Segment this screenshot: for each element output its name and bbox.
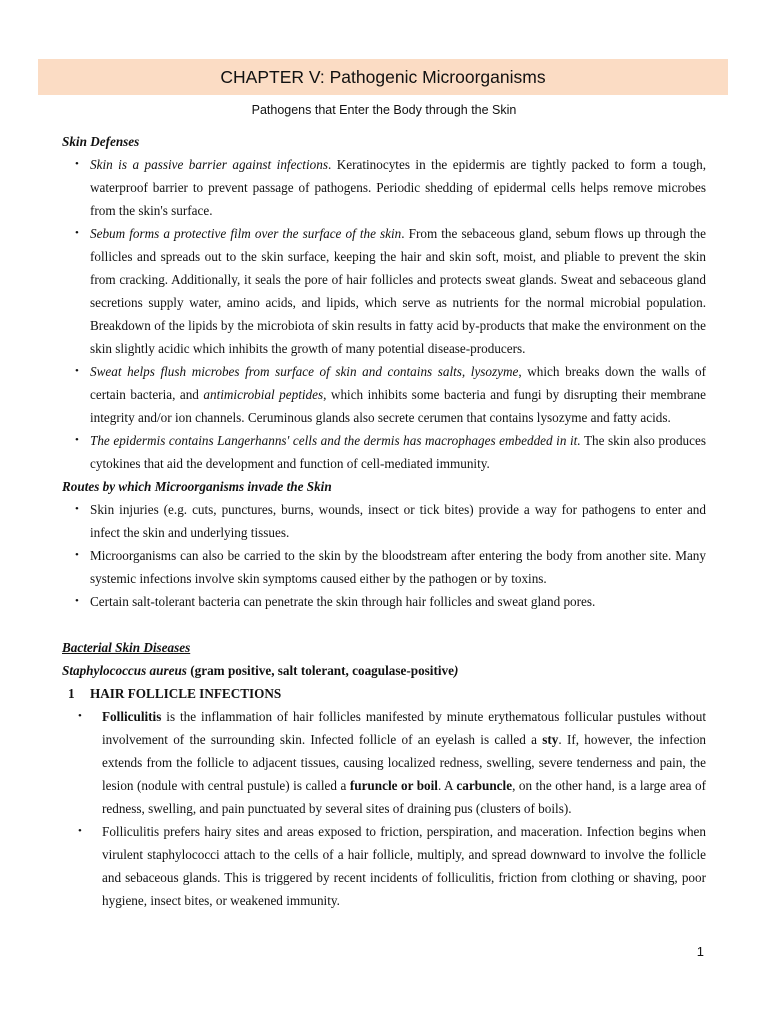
section-heading [62, 682, 706, 705]
list-item: • Skin is a passive barrier against infections. Keratinocytes in the epidermis are tightly packed to form a tough, waterproof barrier to prevent passage of pathogens. Periodic shedding of epidermal cells helps remove microbes from the skin's surface. [62, 153, 706, 222]
spacer [62, 613, 706, 636]
bullet-icon: • [75, 503, 79, 515]
section-title: HAIR FOLLICLE INFECTIONS [90, 686, 282, 701]
bacterial-heading: Bacterial Skin Diseases [62, 640, 191, 655]
routes-list [62, 498, 706, 613]
skin-defenses-list [62, 153, 706, 475]
organism-line: Staphylococcus aureus (gram positive, salt tolerant, coagulase-positive) [62, 663, 459, 678]
list-item: • Skin injuries (e.g. cuts, punctures, burns, wounds, insect or tick bites) provide a way for pathogens to enter and infect the skin and underlying tissues. [62, 498, 706, 544]
document-body [62, 130, 706, 912]
chapter-banner [38, 59, 728, 95]
chapter-title: CHAPTER V: Pathogenic Microorganisms [220, 66, 546, 87]
skin-defenses-heading: Skin Defenses [62, 134, 140, 149]
bullet-icon: • [75, 365, 79, 377]
bullet-icon: • [75, 158, 79, 170]
bullet-icon: • [78, 825, 82, 837]
list-item: • Sweat helps flush microbes from surface of skin and contains salts, lysozyme, which breaks down the walls of certain bacteria, and antimicrobial peptides, which inhibits some bacteria and fungi by disrupting their membrane integrity and/or ion channels. Ceruminous glands also secrete cerumen that contains lysozyme and fatty acids. [62, 360, 706, 429]
folliculitis-list [62, 705, 706, 912]
bullet-icon: • [75, 549, 79, 561]
page-subtitle: Pathogens that Enter the Body through the Skin [251, 103, 517, 117]
list-item: • Sebum forms a protective film over the surface of the skin. From the sebaceous gland, sebum flows up through the follicles and spreads out to the skin surface, keeping the hair and skin soft, moist, and pliable to prevent the skin from cracking. Additionally, it seals the pore of hair follicles and protects sweat glands. Sweat and sebaceous gland secretions supply water, amino acids, and lipids, which serve as nutrients for the normal microbial population. Breakdown of the lipids by the microbiota of skin results in fatty acid by-products that make the environment on the skin slightly acidic which inhibits the growth of many potential disease-producers. [62, 222, 706, 360]
list-item: • Folliculitis is the inflammation of hair follicles manifested by minute erythematous follicular pustules without involvement of the surrounding skin. Infected follicle of an eyelash is called a sty. If, however, the infection extends from the follicle to adjacent tissues, causing localized redness, swelling, severe tenderness and pain, the lesion (nodule with central pustule) is called a furuncle or boil. A carbuncle, on the other hand, is a large area of redness, swelling, and pain punctuated by several sites of draining pus (clusters of boils). [62, 705, 706, 820]
list-item: • Microorganisms can also be carried to the skin by the bloodstream after entering the body from another site. Many systemic infections involve skin symptoms caused either by the pathogen or by toxins. [62, 544, 706, 590]
list-item: • Folliculitis prefers hairy sites and areas exposed to friction, perspiration, and maceration. Infection begins when virulent staphylococci attach to the cells of a hair follicle, multiply, and spread downward to involve the follicle and sebaceous glands. This is triggered by recent incidents of folliculitis, friction from clothing or shaving, poor hygiene, insect bites, or weakened immunity. [62, 820, 706, 912]
bullet-icon: • [75, 227, 79, 239]
bullet-icon: • [78, 710, 82, 722]
page-number: 1 [696, 944, 704, 959]
bullet-icon: • [75, 434, 79, 446]
bullet-icon: • [75, 595, 79, 607]
list-item: • The epidermis contains Langerhanns' cells and the dermis has macrophages embedded in it. The skin also produces cytokines that aid the development and function of cell-mediated immunity. [62, 429, 706, 475]
list-item: • Certain salt-tolerant bacteria can penetrate the skin through hair follicles and sweat gland pores. [62, 590, 706, 613]
section-number: 1 [68, 686, 75, 701]
routes-heading: Routes by which Microorganisms invade the Skin [62, 479, 332, 494]
